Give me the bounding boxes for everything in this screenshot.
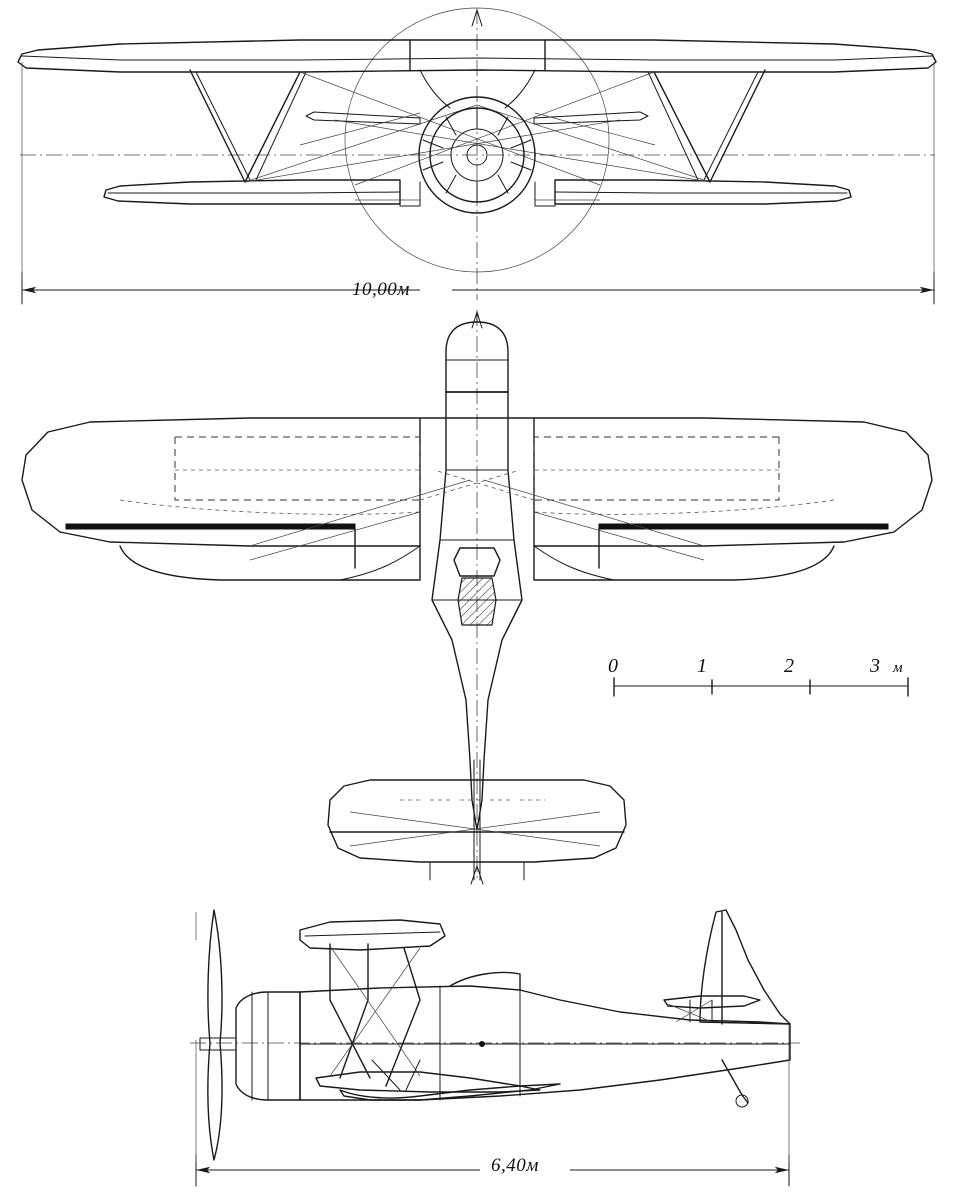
left-interplane-strut <box>190 70 300 182</box>
tail-skid <box>722 1060 748 1103</box>
cabane-struts-side <box>330 944 420 1000</box>
right-aileron-edge-thick <box>599 524 888 529</box>
left-aileron-edge-thick <box>66 524 355 529</box>
cockpit-opening-hatched <box>458 578 496 625</box>
left-strut-inner <box>196 72 306 180</box>
right-interplane-strut <box>654 70 765 182</box>
scale-unit-label: м <box>893 660 903 676</box>
scale-tick-label-3: 3 <box>870 655 880 677</box>
right-strut-inner <box>648 72 758 180</box>
propeller-blade-right <box>534 112 648 124</box>
cabane-struts <box>420 70 535 108</box>
gear-legs <box>372 1060 420 1090</box>
span-dimension-label: 10,00м <box>352 279 410 300</box>
scale-tick-label-0: 0 <box>608 655 618 677</box>
span-dimension-group <box>22 62 934 304</box>
scale-bar-group <box>614 678 908 696</box>
scale-tick-label-2: 2 <box>784 655 794 677</box>
scale-tick-label-1: 1 <box>697 655 707 677</box>
propeller-blade-left <box>306 112 420 124</box>
side-view-group <box>190 910 800 1160</box>
lower-wing-left-hidden <box>175 437 420 500</box>
upper-wing-side <box>300 920 445 950</box>
right-aileron-line <box>599 528 886 568</box>
cowl-ring-side-lines <box>252 992 268 1100</box>
upper-wing-side-chordline <box>305 932 440 936</box>
upper-wing-front-edge <box>22 56 932 60</box>
landing-gear-fairing <box>340 1084 560 1100</box>
lower-wing-side <box>316 1072 540 1092</box>
side-bracing-wires <box>330 946 420 1076</box>
propeller-side <box>208 910 222 1160</box>
left-aileron-line <box>68 528 355 568</box>
lower-wing-right-hidden <box>534 437 779 500</box>
top-view-group <box>22 310 932 884</box>
center-section-edges <box>410 40 545 70</box>
propeller-hub-side <box>200 1038 236 1050</box>
front-view-group <box>18 8 936 300</box>
length-dimension-label: 6,40м <box>491 1155 539 1176</box>
cg-mark <box>480 1042 485 1047</box>
